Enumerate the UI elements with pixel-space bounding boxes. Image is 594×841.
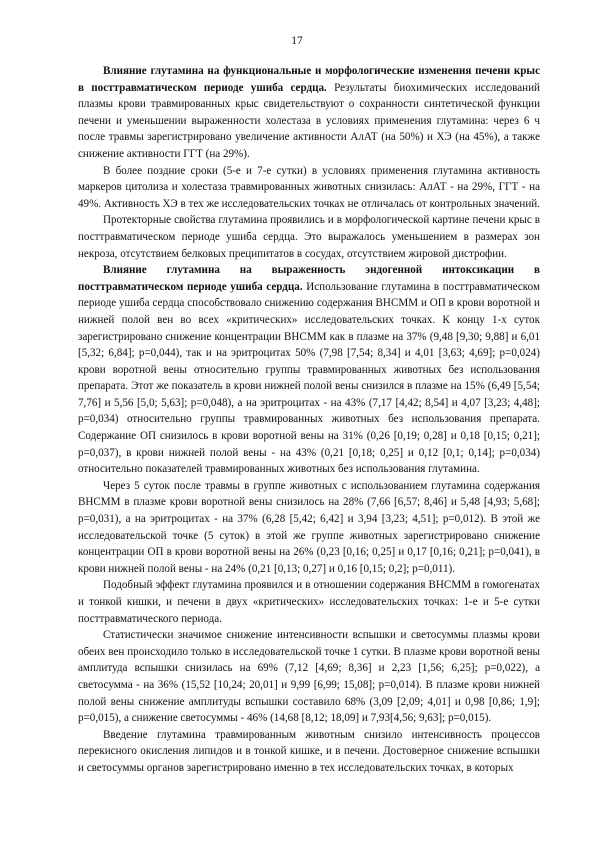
paragraph-text: В более поздние сроки (5-е и 7-е сутки) в условиях применения глутамина активность маркеров цитолиза и холестаза травмированных животных снизилась: АлАТ - на 29%, ГГТ - на 49%. Активность ХЭ в тех же исследовательских точках не отличалась от контрольных значений. (78, 164, 540, 210)
paragraph-text: Протекторные свойства глутамина проявились и в морфологической картине печени крыс в посттравматическом периоде ушиба сердца. Это выражалось уменьшением в размерах зон некроза, отсутствием белковых преципитатов в сосудах, отсутствием жировой дистрофии. (78, 214, 540, 260)
paragraph-text: Результаты биохимических исследований плазмы крови травмированных крыс свидетельствуют о сохранности синтетической функции печени и уменьшении выраженности холестаза в условиях применения глутамина: через 6 ч после травмы зарегистрировано увеличение активности АлАТ (на 50%) и ХЭ (на 45%), а также снижение активности ГГТ (на 29%). (78, 81, 540, 160)
document-body (78, 63, 540, 777)
section-heading-intoxication: Влияние глутамина на выраженность эндогенной интоксикации в посттравматическом периоде ушиба сердца. (78, 264, 540, 293)
paragraph-text: Статистически значимое снижение интенсивности вспышки и светосуммы плазмы крови обеих вен происходило только в исследовательской точке 1 сутки. В плазме крови воротной вены амплитуда вспышки снизилась на 69% (7,12 [4,69; 8,36] и 2,23 [1,56; 6,25]; р=0,022), а светосумма - на 36% (15,52 [10,24; 20,01] и 9,99 [6,99; 15,08]; р=0,014). В плазме крови нижней полой вены снижение амплитуды вспышки составило 68% (3,09 [2,09; 4,01] и 0,98 [0,86; 1,9]; р=0,015), а снижение светосуммы - 46% (14,68 [8,12; 18,09] и 7,93[4,56; 9,63]; р=0,015). (78, 629, 540, 725)
paragraph-intoxication (78, 262, 540, 478)
paragraph-late-terms (78, 163, 540, 213)
paragraph-lipid-peroxidation (78, 727, 540, 777)
paragraph-glutamine-liver (78, 63, 540, 163)
paragraph-day5 (78, 478, 540, 578)
paragraph-morphology (78, 212, 540, 262)
paragraph-text: Введение глутамина травмированным животным снизило интенсивность процессов перекисного окисления липидов и в тонкой кишке, и в печени. Достоверное снижение вспышки и светосуммы органов зарегистрировано именно в тех исследовательских точках, в которых (78, 728, 540, 774)
section-heading-liver: Влияние глутамина на функциональные и морфологические изменения печени крыс в посттравматическом периоде ушиба сердца. (78, 65, 540, 94)
page-number: 17 (291, 35, 303, 47)
paragraph-homogenates (78, 577, 540, 627)
paragraph-text: Подобный эффект глутамина проявился и в отношении содержания ВНСММ в гомогенатах и тонкой кишки, и печени в двух «критических» исследовательских точках: 1-е и 5-е сутки посттравматического периода. (78, 579, 540, 625)
paragraph-chemiluminescence (78, 627, 540, 727)
paragraph-text: Через 5 суток после травмы в группе животных с использованием глутамина содержания ВНСММ в плазме крови воротной вены снизилось на 28% (7,66 [6,57; 8,46] и 5,48 [4,93; 5,68]; р=0,031), а на эритроцитах - на 37% (6,28 [5,42; 6,42] и 3,94 [3,23; 4,51]; р=0,012). В этой же исследовательской точке (5 суток) в этой же группе животных зарегистрировано снижение концентрации ОП в крови воротной вены на 26% (0,23 [0,16; 0,25] и 0,17 [0,16; 0,21]; р=0,041), в крови нижней полой вены - на 24% (0,21 [0,13; 0,27] и 0,16 [0,15; 0,2]; р=0,011). (78, 479, 540, 575)
paragraph-text: Использование глутамина в посттравматическом периоде ушиба сердца способствовало снижению содержания ВНСММ и ОП в крови воротной и нижней полой вен во всех «критических» исследовательских точках. К концу 1-х суток зарегистрировано снижение концентрации ВНСММ как в плазме на 37% (9,48 [9,30; 9,88] и 6,01 [5,32; 6,84]; р=0,044), так и на эритроцитах 50% (7,98 [7,54; 8,34] и 4,01 [3,63; 4,69]; р=0,024) крови воротной вены относительно группы травмированных животных без использования препарата. Этот же показатель в крови нижней полой вены снизился в плазме на 15% (6,49 [5,54; 7,76] и 5,56 [5,0; 5,63]; р=0,048), а на эритроцитах - на 43% (7,17 [4,42; 8,54] и 4,07 [3,23; 4,48]; р=0,034) относительно группы травмированных животных без использования препарата. Содержание ОП снизилось в крови воротной вены на 31% (0,26 [0,19; 0,28] и 0,18 [0,15; 0,21]; р=0,037), в крови нижней полой вены - на 43% (0,21 [0,18; 0,25] и 0,12 [0,1; 0,14]; р=0,034) относительно показателей травмированных животных без использования глутамина. (78, 280, 540, 476)
